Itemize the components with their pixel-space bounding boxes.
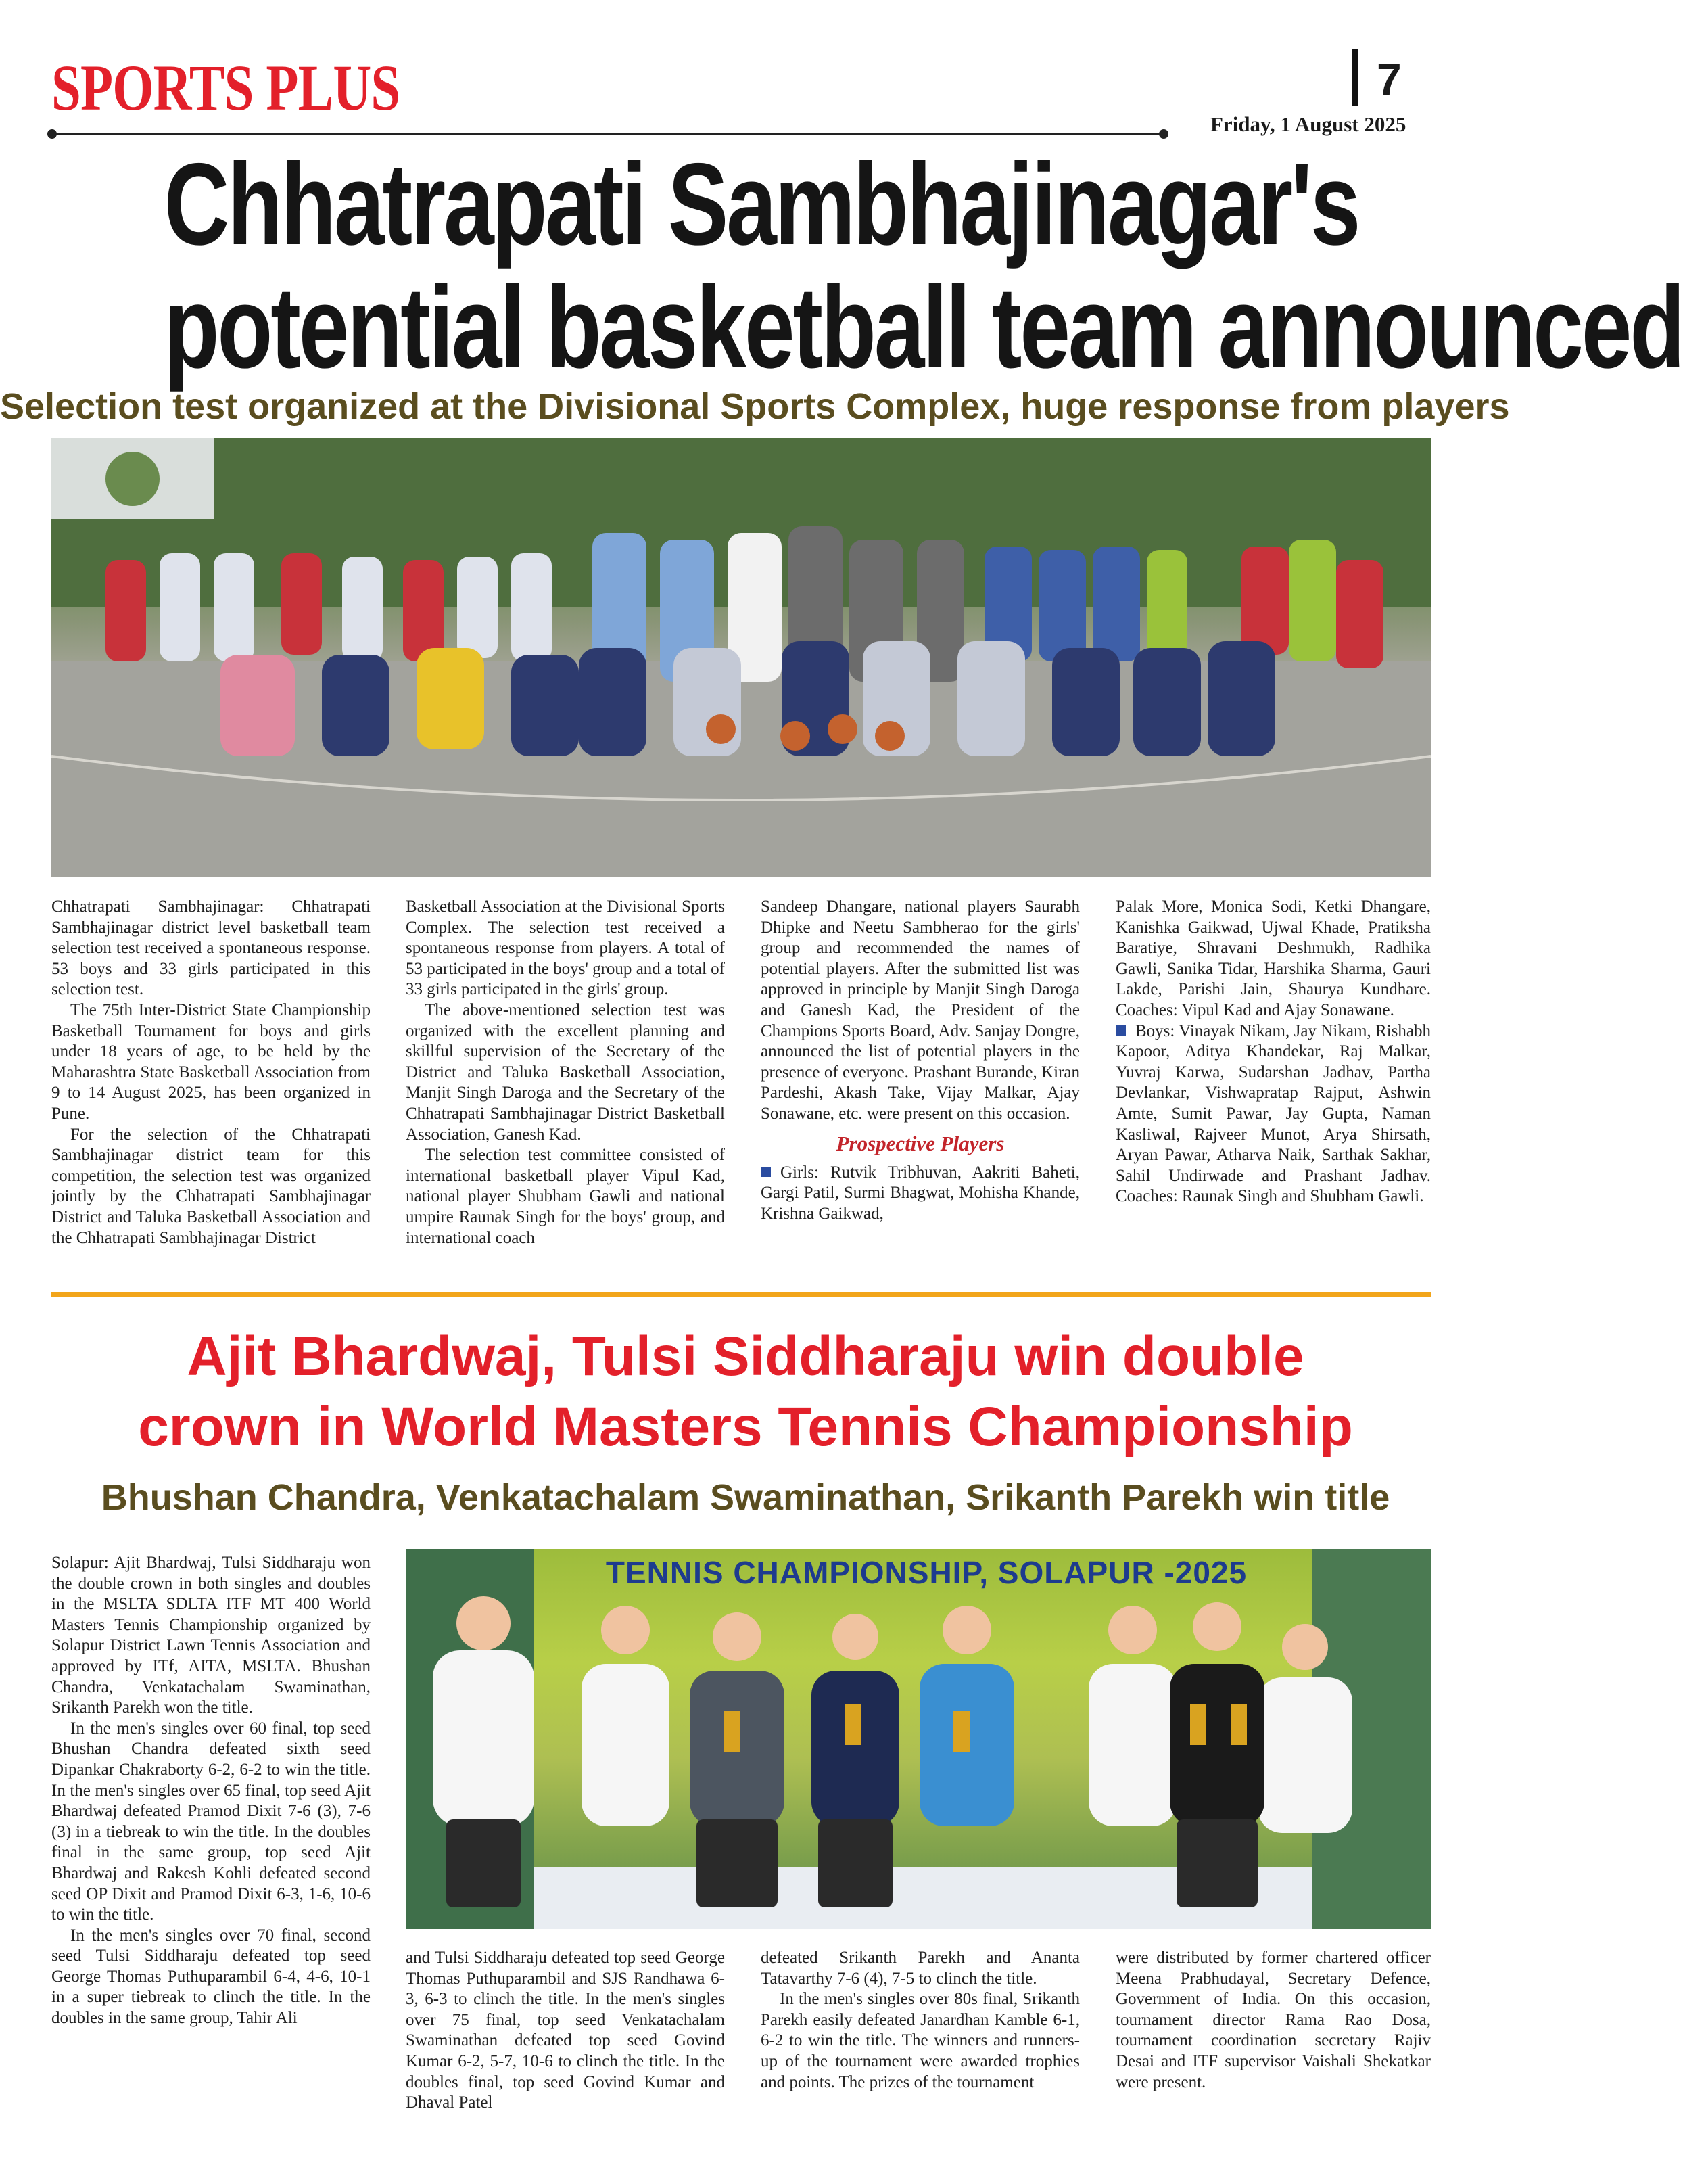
story2-column-4 <box>1116 1948 1431 2093</box>
story2-paragraph: Solapur: Ajit Bhardwaj, Tulsi Siddharaju won the double crown in both singles and doubles in the MSLTA SDLTA ITF MT 400 World Masters Tennis Championship organized by Solapur District Lawn Tennis Association and approved by ITf, AITA, MSLTA. Bhushan Chandra, Venkatachalam Swaminathan, Srikanth Parekh won the title. <box>51 1554 371 1717</box>
winners-photo-illustration <box>406 1549 1431 1929</box>
story1-paragraph: The selection test committee consisted of international basketball player Vipul Kad, national player Shubham Gawli and national umpire Raunak Singh for the boys' group, and international coach <box>406 1146 725 1247</box>
story2-paragraph: were distributed by former chartered officer Meena Prabhudayal, Secretary Defence, Government of India. On this occasion, tournament director Rama Rao Dosa, tournament coordination secretary Rajiv Desai and ITF supervisor Vaishali Shekatkar were present. <box>1116 1949 1431 2091</box>
story1-column-4 <box>1116 897 1431 1207</box>
story2-column-1 <box>51 1553 371 2029</box>
story2-paragraph: and Tulsi Siddharaju defeated top seed George Thomas Puthuparambil and SJS Randhawa 6-3, 6-3 to clinch the title. In the men's singles over 75 final, top seed Venkatachalam Swaminathan defeated top seed Govind Kumar 6-2, 5-7, 10-6 to clinch the title. In the doubles final, top seed Govind Kumar and Dhaval Patel <box>406 1949 725 2112</box>
story1-column-1 <box>51 897 371 1249</box>
story1-headline-line2: potential basketball team announced <box>164 262 1683 392</box>
girls-list-text: Girls: Rutvik Tribhuvan, Aakriti Baheti, Gargi Patil, Surmi Bhagwat, Mohisha Khande, Krishna Gaikwad, <box>761 1163 1080 1223</box>
rule-end-dot <box>47 129 57 139</box>
story1-paragraph: Basketball Association at the Divisional Sports Complex. The selection test received a spontaneous response from players. A total of 53 participated in the boys' group and a total of 33 girls participated in the girls' group. <box>406 898 725 999</box>
section-divider <box>51 1292 1431 1297</box>
masthead-rule <box>51 133 1164 135</box>
story1-paragraph: For the selection of the Chhatrapati Sambhajinagar district team for this competition, the selection test was organized jointly by the Chhatrapati Sambhajinagar District and Taluka Basketball Association and the Chhatrapati Sambhajinagar District <box>51 1125 371 1247</box>
story1-paragraph: Chhatrapati Sambhajinagar: Chhatrapati Sambhajinagar district level basketball team selection test received a spontaneous response. 53 boys and 33 girls participated in this selection test. <box>51 898 371 999</box>
prospective-players-heading: Prospective Players <box>836 1131 1005 1155</box>
story2-headline-line2: crown in World Masters Tennis Championship <box>138 1396 1353 1458</box>
story2-column-3 <box>761 1948 1080 2093</box>
page-number-bar <box>1352 49 1358 106</box>
bullet-square-icon <box>1116 1025 1126 1036</box>
story1-column-3 <box>761 897 1080 1224</box>
story1-paragraph: The above-mentioned selection test was organized with the excellent planning and skillful supervision of the Secretary of the District and Taluka Basketball Association, Manjit Singh Daroga and the Secretary of the Chhatrapati Sambhajinagar District Basketball Association, Ganesh Kad. <box>406 1000 725 1144</box>
tennis-winners-photo <box>406 1549 1431 1929</box>
bullet-square-icon <box>761 1167 771 1177</box>
story2-paragraph: In the men's singles over 80s final, Srikanth Parekh easily defeated Janardhan Kamble 6-1, 6-2 to win the title. The winners and runners-up of the tournament were awarded trophies and points. The prizes of the tournament <box>761 1990 1080 2091</box>
story1-paragraph: Sandeep Dhangare, national players Saurabh Dhipke and Neetu Sambherao for the girls' group and recommended the names of potential players. After the submitted list was approved in principle by Manjit Singh Daroga and Ganesh Kad, the President of the Champions Sports Board, Adv. Sanjay Dongre, announced the list of potential players in the presence of everyone. Prashant Burande, Kiran Pardeshi, Akash Take, Vijay Malkar, Ajay Sonawane, etc. were present on this occasion. <box>761 898 1080 1123</box>
rule-end-dot <box>1159 129 1168 139</box>
issue-date: Friday, 1 August 2025 <box>1210 112 1406 136</box>
boys-list-text: Boys: Vinayak Nikam, Jay Nikam, Rishabh Kapoor, Aditya Khandekar, Raj Malkar, Yuvraj Karwa, Sudarshan Jadhav, Partha Devlankar, Vishwapratap Rajput, Ashwin Amte, Sumit Pawar, Jay Gupta, Naman Kasliwal, Rajveer Munot, Arya Shirsath, Aryan Pawar, Atharva Naik, Sarthak Sakhar, Sahil Undirwade and Prashant Jadhav. Coaches: Raunak Singh and Shubham Gawli. <box>1116 1021 1431 1206</box>
story1-column-2 <box>406 897 725 1249</box>
team-photo-illustration <box>51 438 1431 877</box>
boys-list <box>1116 1021 1431 1207</box>
story2-subheadline: Bhushan Chandra, Venkatachalam Swaminathan, Srikanth Parekh win title <box>101 1477 1390 1518</box>
story2-headline-line1: Ajit Bhardwaj, Tulsi Siddharaju win double <box>187 1326 1304 1387</box>
basketball-team-photo <box>51 438 1431 877</box>
girls-list-continued: Palak More, Monica Sodi, Ketki Dhangare, Kanishka Gaikwad, Ujwal Khade, Pratiksha Baratiye, Shravani Deshmukh, Radhika Gawli, Sanika Tidar, Harshika Sharma, Gauri Lakde, Parishi Jain, Shaurya Kundhare. Coaches: Vipul Kad and Ajay Sonawane. <box>1116 898 1431 1019</box>
section-title: SPORTS PLUS <box>51 51 400 124</box>
story1-headline-line1: Chhatrapati Sambhajinagar's <box>164 139 1359 269</box>
story1-subheadline: Selection test organized at the Divisional Sports Complex, huge response from players <box>0 386 1510 427</box>
story2-paragraph: defeated Srikanth Parekh and Ananta Tatavarthy 7-6 (4), 7-5 to clinch the title. <box>761 1949 1080 1988</box>
championship-banner-text: TENNIS CHAMPIONSHIP, SOLAPUR -2025 <box>605 1555 1248 1590</box>
story2-paragraph: In the men's singles over 70 final, second seed Tulsi Siddharaju defeated top seed George Thomas Puthuparambil 6-4, 4-6, 10-1 in a super tiebreak to clinch the title. In the doubles in the same group, Tahir Ali <box>51 1926 371 2028</box>
girls-list <box>761 1163 1080 1225</box>
story1-paragraph: The 75th Inter-District State Championship Basketball Tournament for boys and girls under 18 years of age, to be held by the Maharashtra State Basketball Association from 9 to 14 August 2025, has been organized in Pune. <box>51 1000 371 1123</box>
page-number: 7 <box>1377 54 1402 104</box>
story2-column-2 <box>406 1948 725 2114</box>
story2-paragraph: In the men's singles over 60 final, top seed Bhushan Chandra defeated sixth seed Dipankar Chakraborty 6-2, 6-2 to win the title. In the men's singles over 65 final, top seed Ajit Bhardwaj defeated Pramod Dixit 7-6 (3), 7-6 (3) in a tiebreak to win the title. In the doubles final in the same group, top seed Ajit Bhardwaj and Rakesh Kohli defeated second seed OP Dixit and Pramod Dixit 6-3, 1-6, 10-6 to win the title. <box>51 1719 371 1924</box>
